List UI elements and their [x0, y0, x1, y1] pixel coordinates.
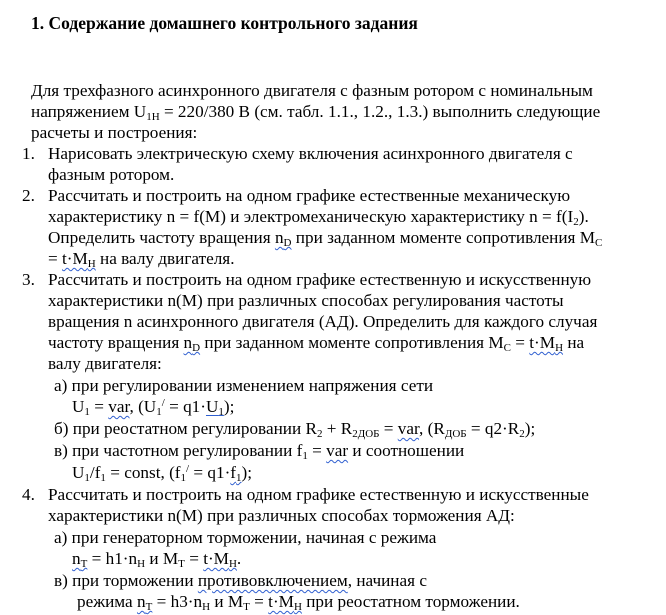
item-1-line-1: Нарисовать электрическую схему включения асинхронного двигателя с — [48, 144, 573, 163]
intro-line-1: Для трехфазного асинхронного двигателя с фазным ротором с номинальным — [31, 81, 593, 100]
item-4-line-2: характеристики n(M) при различных способах торможения АД: — [48, 506, 515, 525]
item-3-line-4: частоту вращения nD при заданном моменте сопротивления MC = t·MН на — [48, 333, 585, 354]
item-3-line-2: характеристики n(M) при различных способах регулирования частоты — [48, 291, 564, 310]
item-4-sub-a-formula: nТ = h1·nН и MТ = t·MН. — [72, 549, 242, 570]
item-3-line-3: вращения n асинхронного двигателя (АД). Определить для каждого случая — [48, 312, 598, 331]
item-3-line-1: Рассчитать и построить на одном графике естественную и искусственную — [48, 270, 592, 289]
list-number-3: 3. — [22, 270, 35, 289]
intro-line-3: расчеты и построения: — [31, 123, 198, 142]
item-3-sub-v-formula: U1/f1 = const, (f1/ = q1·f1); — [72, 463, 253, 484]
item-2-line-4: = t·MН на валу двигателя. — [48, 249, 235, 270]
item-3-sub-a: а) при регулировании изменением напряжения сети — [54, 376, 434, 395]
item-1-line-2: фазным ротором. — [48, 165, 175, 184]
item-4-sub-v-formula: режима nТ = h3·nН и MТ = t·MН при реостатном торможении. — [77, 592, 520, 613]
item-3-sub-v: в) при частотном регулировании f1 = var и соотношении — [54, 441, 465, 462]
section-title: 1. Содержание домашнего контрольного задания — [31, 13, 418, 33]
item-4-sub-a: а) при генераторном торможении, начиная с режима — [54, 528, 437, 547]
list-number-4: 4. — [22, 485, 35, 504]
list-number-2: 2. — [22, 186, 35, 205]
item-3-sub-a-formula: U1 = var, (U1/ = q1·U1); — [72, 397, 235, 418]
list-number-1: 1. — [22, 144, 35, 163]
item-2-line-1: Рассчитать и построить на одном графике естественные механическую — [48, 186, 571, 205]
item-3-line-5: валу двигателя: — [48, 354, 162, 373]
item-4-sub-v: в) при торможении противовключением, начиная с — [54, 571, 427, 590]
item-4-line-1: Рассчитать и построить на одном графике естественную и искусственные — [48, 485, 589, 504]
intro-line-2: напряжением U1Н = 220/380 В (см. табл. 1.1., 1.2., 1.3.) выполнить следующие — [31, 102, 601, 123]
item-2-line-2: характеристику n = f(M) и электромеханическую характеристику n = f(I2). — [48, 207, 589, 228]
item-2-line-3: Определить частоту вращения nD при заданном моменте сопротивления MC — [48, 228, 603, 249]
item-3-sub-b: б) при реостатном регулировании R2 + R2ДОБ = var, (RДОБ = q2·R2); — [54, 419, 536, 440]
